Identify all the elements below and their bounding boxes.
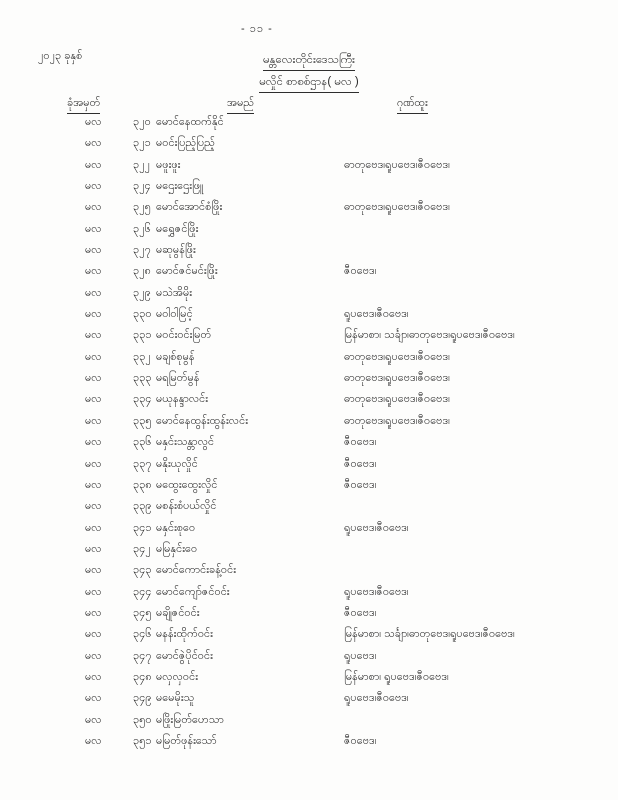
- row-roll-number: ၃၄၂: [133, 542, 151, 555]
- results-list: [0, 112, 618, 752]
- row-student-name: မသဲအိမိုး: [156, 286, 193, 299]
- row-series-code: မလ: [85, 265, 102, 278]
- column-header-roll-number: ခုံအမှတ်: [67, 96, 100, 114]
- row-distinction-subjects: ဓာတုဗေဒ၊ရူပဗေဒ၊ဇီဝဗေဒ၊: [344, 201, 450, 214]
- row-distinction-subjects: ဇီဝဗေဒ၊: [344, 265, 377, 278]
- row-student-name: မောင်ကျော်ဇင်ဝင်း: [156, 585, 230, 598]
- row-distinction-subjects: ဇီဝဗေဒ၊: [344, 478, 377, 491]
- row-roll-number: ၃၃၀: [133, 308, 152, 321]
- row-series-code: မလ: [85, 692, 102, 705]
- row-roll-number: ၃၂၂: [133, 158, 150, 171]
- row-distinction-subjects: မြန်မာစာ၊ ရူပဗေဒ၊ဇီဝဗေဒ၊: [344, 670, 449, 683]
- page-number: - ၁၁ -: [241, 23, 273, 35]
- row-roll-number: ၃၂၅: [133, 201, 151, 214]
- exam-center-title: မလှိုင် စာစစ်ဌာန( မလ ): [259, 74, 359, 93]
- row-student-name: မမြတ်ဖုန်းသော်: [156, 734, 217, 747]
- row-student-name: မောင်ကောင်းခန့်ဝင်း: [156, 564, 236, 577]
- table-row: [0, 603, 618, 624]
- table-row: [0, 624, 618, 645]
- table-row: [0, 432, 618, 453]
- column-header-name: အမည်: [227, 96, 254, 114]
- row-distinction-subjects: ရူပဗေဒ၊ဇီဝဗေဒ၊: [344, 521, 409, 534]
- row-roll-number: ၃၃၃: [133, 372, 152, 385]
- row-distinction-subjects: ဇီဝဗေဒ၊: [344, 436, 377, 449]
- row-series-code: မလ: [85, 329, 102, 342]
- row-student-name: မောင်နေထက်နိုင်: [156, 116, 224, 128]
- table-row: [0, 197, 618, 218]
- row-student-name: မနှင်းစုဝေ: [156, 521, 196, 534]
- row-distinction-subjects: ရူပဗေဒ၊ဇီဝဗေဒ၊: [344, 308, 409, 321]
- row-series-code: မလ: [85, 222, 102, 235]
- row-student-name: မနှင်းသန္တာလွင်: [156, 436, 215, 449]
- row-series-code: မလ: [85, 244, 102, 257]
- row-series-code: မလ: [85, 734, 102, 747]
- row-roll-number: ၃၃၁: [133, 329, 152, 342]
- row-student-name: မနန်းထိုက်ဝင်း: [156, 628, 213, 641]
- table-row: [0, 389, 618, 410]
- row-roll-number: ၃၂၄: [133, 180, 151, 193]
- table-row: [0, 518, 618, 539]
- row-series-code: မလ: [85, 606, 102, 619]
- row-series-code: မလ: [85, 201, 102, 214]
- row-roll-number: ၃၄၈: [133, 670, 152, 683]
- row-series-code: မလ: [85, 585, 102, 598]
- table-row: [0, 261, 618, 282]
- column-header-distinction: ဂုဏ်ထူး: [397, 96, 428, 114]
- row-roll-number: ၃၂၇: [133, 244, 151, 257]
- row-series-code: မလ: [85, 286, 102, 299]
- row-student-name: မဝါဝါမြင့်: [156, 308, 193, 321]
- row-roll-number: ၃၅၀: [133, 713, 152, 726]
- row-distinction-subjects: ဓာတုဗေဒ၊ရူပဗေဒ၊ဇီဝဗေဒ၊: [344, 350, 450, 363]
- region-title-line: [0, 52, 618, 71]
- row-student-name: မဌေးဌေးဖြူ: [156, 180, 204, 193]
- row-roll-number: ၃၄၁: [133, 521, 152, 534]
- row-roll-number: ၃၄၄: [133, 585, 152, 598]
- row-distinction-subjects: ဓာတုဗေဒ၊ရူပဗေဒ၊ဇီဝဗေဒ၊: [344, 372, 450, 385]
- row-student-name: မချစ်စုမွန်: [156, 350, 195, 363]
- table-row: [0, 112, 618, 133]
- row-student-name: မထွေးထွေးလှိုင်: [156, 478, 218, 491]
- row-distinction-subjects: ဇီဝဗေဒ၊: [344, 606, 377, 619]
- row-series-code: မလ: [85, 116, 102, 128]
- row-student-name: မမြနှင်းဝေ: [156, 542, 198, 555]
- row-roll-number: ၃၃၆: [133, 436, 152, 449]
- row-student-name: မောင်ဇွဲပိုင်ဝင်း: [156, 649, 213, 662]
- row-student-name: မဝင်းဝင်းမြတ်: [156, 329, 212, 342]
- table-row: [0, 731, 618, 752]
- table-row: [0, 582, 618, 603]
- row-student-name: မဖြိုးမြတ်ဟေသာ: [156, 713, 224, 726]
- row-distinction-subjects: ရူပဗေဒ၊: [344, 649, 377, 662]
- row-series-code: မလ: [85, 542, 102, 555]
- row-series-code: မလ: [85, 137, 102, 150]
- row-roll-number: ၃၄၉: [133, 692, 152, 705]
- row-roll-number: ၃၃၄: [133, 393, 152, 406]
- table-row: [0, 176, 618, 197]
- row-series-code: မလ: [85, 564, 102, 577]
- table-row: [0, 688, 618, 709]
- row-series-code: မလ: [85, 670, 102, 683]
- row-series-code: မလ: [85, 649, 102, 662]
- row-series-code: မလ: [85, 457, 102, 470]
- row-distinction-subjects: ရူပဗေဒ၊ဇီဝဗေဒ၊: [344, 692, 409, 705]
- row-series-code: မလ: [85, 521, 102, 534]
- table-row: [0, 710, 618, 731]
- row-student-name: မချိုဇင်ဝင်း: [156, 606, 200, 619]
- row-series-code: မလ: [85, 628, 102, 641]
- exam-center-title-line: [0, 74, 618, 93]
- row-roll-number: ၃၃၅: [133, 414, 152, 427]
- table-row: [0, 667, 618, 688]
- row-series-code: မလ: [85, 478, 102, 491]
- table-row: [0, 347, 618, 368]
- row-distinction-subjects: ဇီဝဗေဒ၊: [344, 457, 377, 470]
- row-roll-number: ၃၄၇: [133, 649, 152, 662]
- table-row: [0, 219, 618, 240]
- row-student-name: မောင်နေထွန်းထွန်းလင်း: [156, 414, 248, 427]
- row-student-name: မောင်အောင်စံဖြိုး: [156, 201, 223, 214]
- row-series-code: မလ: [85, 372, 102, 385]
- table-row: [0, 325, 618, 346]
- row-distinction-subjects: ဓာတုဗေဒ၊ရူပဗေဒ၊ဇီဝဗေဒ၊: [344, 158, 450, 171]
- row-distinction-subjects: ဓာတုဗေဒ၊ရူပဗေဒ၊ဇီဝဗေဒ၊: [344, 393, 450, 406]
- table-row: [0, 454, 618, 475]
- table-row: [0, 155, 618, 176]
- row-series-code: မလ: [85, 180, 102, 193]
- year-label: ၂၀၂၃ ခုနှစ်: [38, 50, 83, 62]
- row-student-name: မောင်ဇင်မင်းဖြိုး: [156, 265, 218, 278]
- table-row: [0, 304, 618, 325]
- row-student-name: မစန်းစံပယ်လှိုင်: [156, 500, 217, 513]
- table-row: [0, 646, 618, 667]
- row-roll-number: ၃၂၁: [133, 137, 151, 150]
- row-roll-number: ၃၅၁: [133, 734, 152, 747]
- table-row: [0, 560, 618, 581]
- row-roll-number: ၃၃၂: [133, 350, 151, 363]
- row-series-code: မလ: [85, 713, 102, 726]
- table-row: [0, 411, 618, 432]
- row-distinction-subjects: ဇီဝဗေဒ၊: [344, 734, 377, 747]
- row-student-name: မဖူးဖူး: [156, 158, 181, 171]
- row-series-code: မလ: [85, 393, 102, 406]
- table-row: [0, 496, 618, 517]
- table-row: [0, 240, 618, 261]
- table-row: [0, 539, 618, 560]
- row-distinction-subjects: ဓာတုဗေဒ၊ရူပဗေဒ၊ဇီဝဗေဒ၊: [344, 414, 450, 427]
- row-student-name: မလှလှဝင်း: [156, 670, 198, 683]
- row-roll-number: ၃၂၈: [133, 265, 151, 278]
- row-series-code: မလ: [85, 308, 102, 321]
- region-title: မန္တလေးတိုင်းဒေသကြီး: [263, 52, 355, 71]
- row-student-name: မနိုးယုလှိုင်: [156, 457, 198, 470]
- row-series-code: မလ: [85, 500, 102, 513]
- row-student-name: မဝင်းပြည့်ပြည့်: [156, 137, 215, 150]
- row-student-name: မရမြတ်မွန်: [156, 372, 200, 385]
- row-roll-number: ၃၃၉: [133, 500, 152, 513]
- row-series-code: မလ: [85, 414, 102, 427]
- row-student-name: မဆုမွန်ဖြိုး: [156, 244, 196, 257]
- row-roll-number: ၃၂၆: [133, 222, 151, 235]
- row-distinction-subjects: ရူပဗေဒ၊ဇီဝဗေဒ၊: [344, 585, 409, 598]
- table-row: [0, 283, 618, 304]
- row-distinction-subjects: မြန်မာစာ၊ သင်္ချာ၊ဓာတုဗေဒ၊ရူပဗေဒ၊ဇီဝဗေဒ၊: [344, 329, 515, 342]
- table-row: [0, 475, 618, 496]
- row-roll-number: ၃၄၅: [133, 606, 152, 619]
- row-roll-number: ၃၃၇: [133, 457, 152, 470]
- row-student-name: မရွှေဇင်ဖြိုး: [156, 222, 199, 235]
- row-series-code: မလ: [85, 350, 102, 363]
- table-row: [0, 368, 618, 389]
- row-student-name: မမေမိုးသူ: [156, 692, 195, 705]
- row-roll-number: ၃၂၉: [133, 286, 151, 299]
- row-roll-number: ၃၄၆: [133, 628, 152, 641]
- row-series-code: မလ: [85, 158, 102, 171]
- table-row: [0, 133, 618, 154]
- row-distinction-subjects: မြန်မာစာ၊ သင်္ချာ၊ဓာတုဗေဒ၊ရူပဗေဒ၊ဇီဝဗေဒ၊: [344, 628, 515, 641]
- row-series-code: မလ: [85, 436, 102, 449]
- row-roll-number: ၃၄၃: [133, 564, 152, 577]
- row-roll-number: ၃၂၀: [133, 116, 151, 128]
- row-roll-number: ၃၃၈: [133, 478, 152, 491]
- row-student-name: မယုနန္ဒာလင်း: [156, 393, 209, 406]
